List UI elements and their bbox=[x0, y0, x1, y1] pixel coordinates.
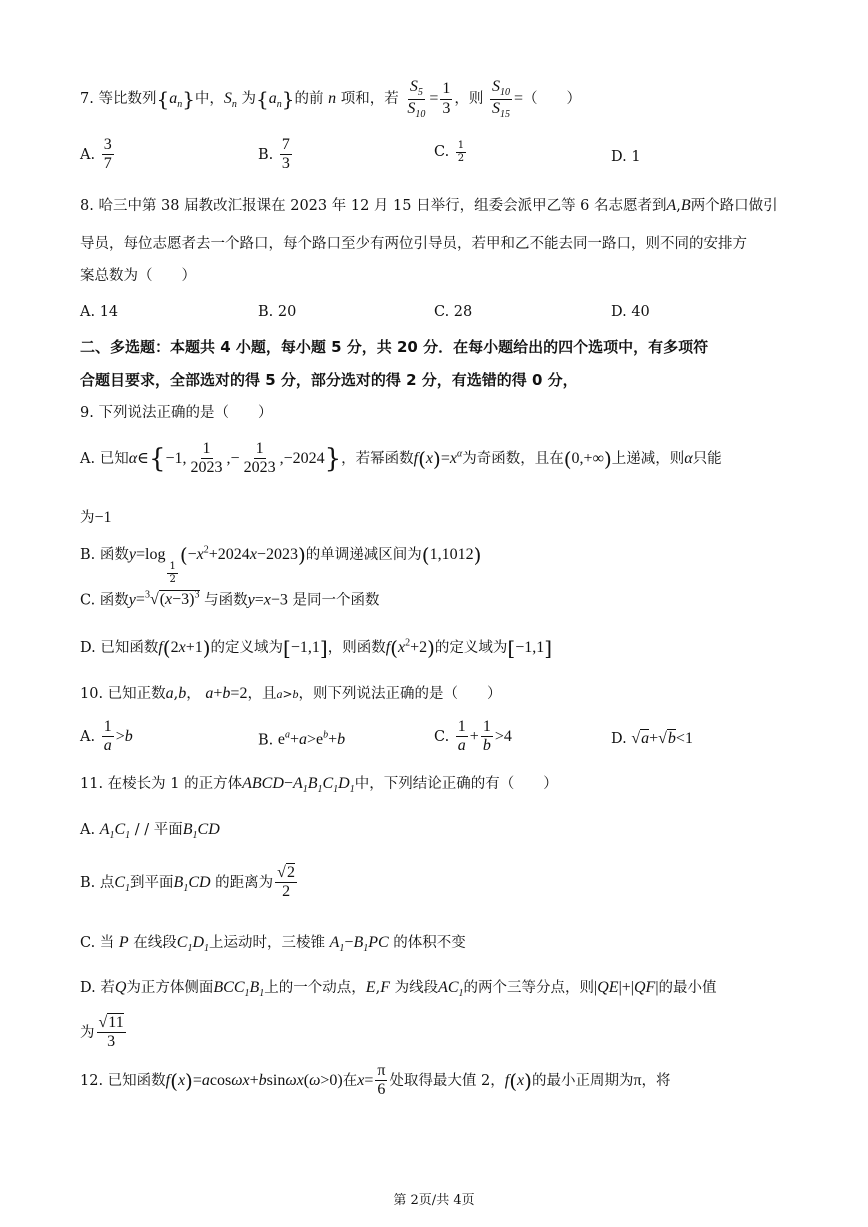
q9-option-b[interactable]: B. 函数y=log $\frac{1}{2}$ $(-x^2+2024x-2023)$的单调递减区间为(1,1012) bbox=[80, 543, 482, 585]
q8-line-2: 导员，每位志愿者去一个路口，每个路口至少有两位引导员，若甲和乙不能去同一路口，则不同的安排方 bbox=[80, 236, 747, 252]
q7-option-c[interactable]: C. $\frac{1}{2}$ bbox=[434, 140, 465, 164]
q8-line-3: 案总数为（ ） bbox=[80, 268, 196, 284]
q10-option-d[interactable]: D. √a+√b<1 bbox=[611, 730, 693, 747]
q10-option-b[interactable]: B. $e^a+a>e^b+b$ bbox=[258, 730, 346, 749]
q8-option-a[interactable]: A. 14 bbox=[80, 304, 119, 320]
q11-stem: 11. 在棱长为 1 的正方体$ABCD-A_1B_1C_1D_1$中，下列结论正确的有（ ） bbox=[80, 775, 558, 796]
q12-stem: 12. 已知函数f(x)=acosωx+bsinωx(ω>0)在x= $\frac{\pi}{6}$ 处取得最大值 2，f(x)的最小正周期为π，将 bbox=[80, 1062, 671, 1099]
section-heading-line-2: 合题目要求，全部选对的得 5 分，部分选对的得 2 分，有选错的得 0 分， bbox=[80, 371, 578, 389]
q8-line-1: 8. 哈三中第 38 届教改汇报课在 2023 年 12 月 15 日举行，组委会派甲乙等 6 名志愿者到A,B两个路口做引 bbox=[80, 197, 778, 214]
q11-option-d-cont: 为 $\frac{√11}{3}$ bbox=[80, 1014, 124, 1051]
section-heading-line-1: 二、多选题：本题共 4 小题，每小题 5 分，共 20 分．在每小题给出的四个选项中，有多项符 bbox=[80, 338, 709, 356]
q8-option-c[interactable]: C. 28 bbox=[434, 304, 473, 320]
q9-option-d[interactable]: D. 已知函数f(2x+1)的定义域为[−1,1]，则函数$f(x^2+2)$的定义域为[−1,1] bbox=[80, 636, 553, 660]
q10-option-c[interactable]: C. $\frac{1}{a}$ + $\frac{1}{b}$ >4 bbox=[434, 718, 512, 755]
q8-option-d[interactable]: D. 40 bbox=[611, 304, 650, 320]
fraction: $\frac{S_5}{S_{10}}$ bbox=[407, 78, 426, 120]
q11-option-c[interactable]: C. 当 P 在线段$C_1D_1$上运动时，三棱锥 $A_1-B_1PC$ 的体积不变 bbox=[80, 934, 466, 955]
q9-option-a[interactable]: A. 已知α∈{−1, $\frac{1}{2023}$ ,− $\frac{1}{2023}$ ,−2024}，若幂函数$f(x)=x^\alpha$为奇函数，且在(0,+∞)上递减，则α只能 bbox=[80, 440, 722, 477]
q11-option-d[interactable]: D. 若Q为正方体侧面$BCC_1B_1$上的一个动点，E,F 为线段$AC_1$的两个三等分点，则|QE|+|QF|的最小值 bbox=[80, 979, 717, 1000]
q7-option-a[interactable]: A. $\frac{3}{7}$ bbox=[80, 136, 112, 173]
q9-stem: 9. 下列说法正确的是（ ） bbox=[80, 405, 273, 421]
q7-option-b[interactable]: B. $\frac{7}{3}$ bbox=[258, 136, 290, 173]
q10-option-a[interactable]: A. $\frac{1}{a}$ >b bbox=[80, 718, 133, 755]
page-footer: 第 2页/共 4页 bbox=[393, 1193, 475, 1208]
q11-option-a[interactable]: A. $A_1C_1$ / / 平面$B_1CD$ bbox=[80, 821, 220, 842]
q11-option-b[interactable]: B. 点$C_1$到平面$B_1CD$ 的距离为 $\frac{√2}{2}$ bbox=[80, 864, 295, 901]
q7-option-d[interactable]: D. 1 bbox=[611, 149, 641, 165]
q10-stem: 10. 已知正数a,b， a+b=2，且a>b，则下列说法正确的是（ ） bbox=[80, 685, 502, 702]
q9-option-c[interactable]: C. 函数$y=^3√(x-3)^3$ 与函数y=x−3 是同一个函数 bbox=[80, 590, 380, 609]
q9-option-a-cont: 为−1 bbox=[80, 509, 112, 526]
q8-option-b[interactable]: B. 20 bbox=[258, 304, 297, 320]
q7-line: 7. 等比数列$\{a_n\}$中，$S_n$ 为$\{a_n\}$的前 n 项和，若 $\frac{S_5}{S_{10}}$ = $\frac{1}{3}$ ，则 $\frac{S_{10}}{S_{15}}$ =（ ） bbox=[80, 78, 581, 120]
